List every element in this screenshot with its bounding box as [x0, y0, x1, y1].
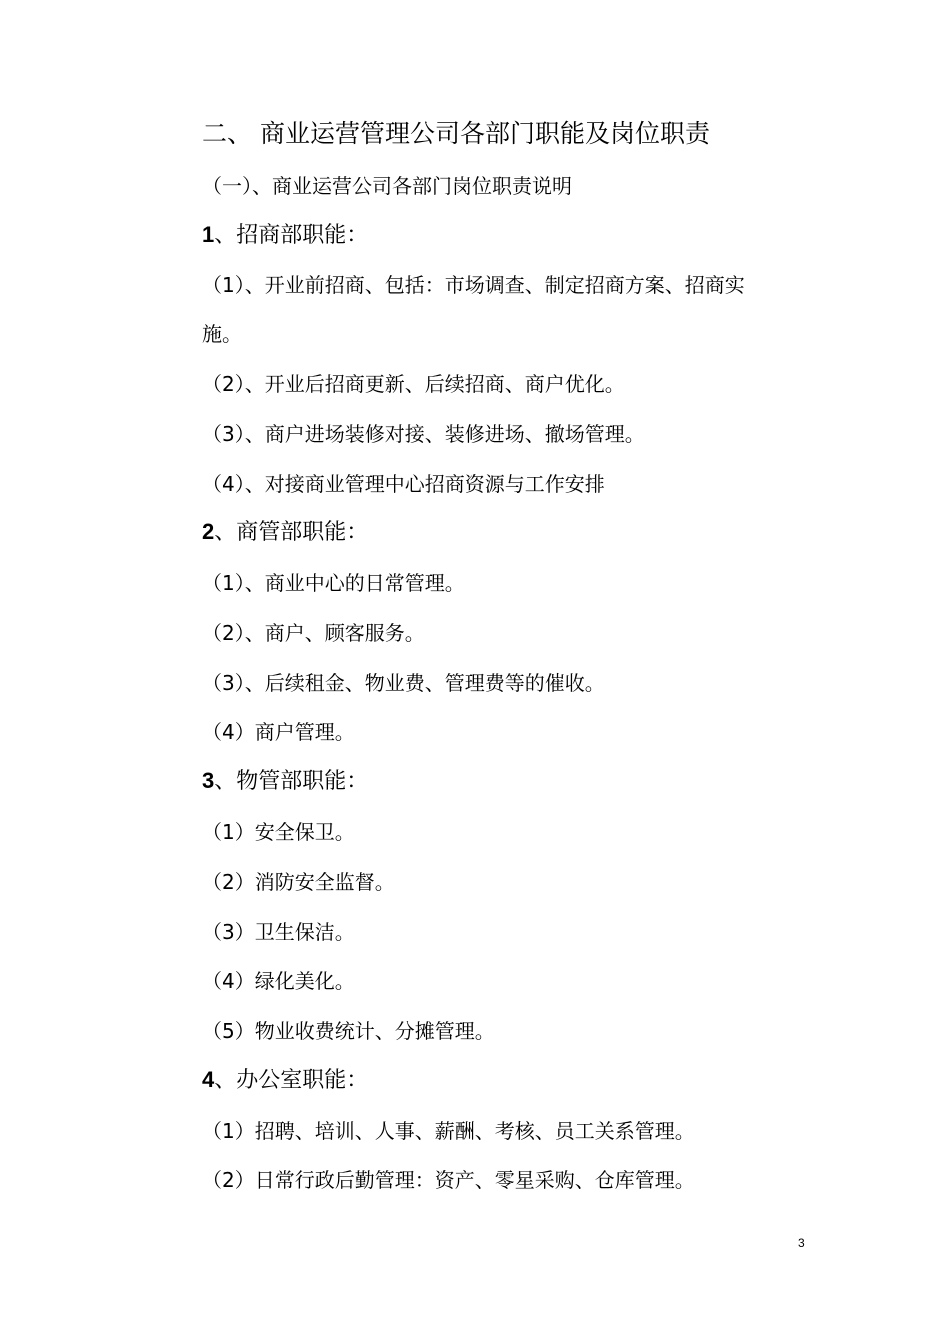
- list-item: （4）商户管理。: [202, 720, 355, 744]
- page-title: 二、 商业运营管理公司各部门职能及岗位职责: [202, 119, 710, 148]
- section-heading-property-management: [202, 770, 368, 793]
- section-heading-text: 、办公室职能：: [214, 1068, 369, 1093]
- list-item: （1）招聘、培训、人事、薪酬、考核、员工关系管理。: [202, 1119, 695, 1143]
- page-number: 3: [798, 1236, 805, 1250]
- subtitle: （一）、商业运营公司各部门岗位职责说明: [202, 174, 572, 198]
- section-heading-recruitment: [202, 224, 368, 247]
- section-number: 4: [202, 1067, 215, 1092]
- section-heading-text: 、物管部职能：: [214, 769, 369, 794]
- list-item: （2）消防安全监督。: [202, 870, 395, 894]
- list-item: （5）物业收费统计、分摊管理。: [202, 1019, 495, 1043]
- list-item: （3）、后续租金、物业费、管理费等的催收。: [202, 671, 605, 695]
- section-heading-office: [202, 1069, 368, 1092]
- section-heading-text: 、商管部职能：: [214, 520, 369, 545]
- list-item: （1）、商业中心的日常管理。: [202, 571, 465, 595]
- section-heading-commercial-management: [202, 521, 368, 544]
- list-item: （3）卫生保洁。: [202, 920, 355, 944]
- list-item: （4）绿化美化。: [202, 969, 355, 993]
- list-item: （2）、开业后招商更新、后续招商、商户优化。: [202, 372, 625, 396]
- list-item: （2）日常行政后勤管理：资产、零星采购、仓库管理。: [202, 1168, 695, 1192]
- section-heading-text: 、招商部职能：: [214, 223, 369, 248]
- section-number: 2: [202, 519, 215, 544]
- section-number: 1: [202, 222, 215, 247]
- list-item: （1）安全保卫。: [202, 820, 355, 844]
- list-item: （2）、商户、顾客服务。: [202, 621, 425, 645]
- list-item: （1）、开业前招商、包括：市场调查、制定招商方案、招商实: [202, 273, 745, 297]
- list-item: （3）、商户进场装修对接、装修进场、撤场管理。: [202, 422, 645, 446]
- section-number: 3: [202, 768, 215, 793]
- list-item: （4）、对接商业管理中心招商资源与工作安排: [202, 472, 605, 496]
- list-item: 施。: [202, 322, 242, 346]
